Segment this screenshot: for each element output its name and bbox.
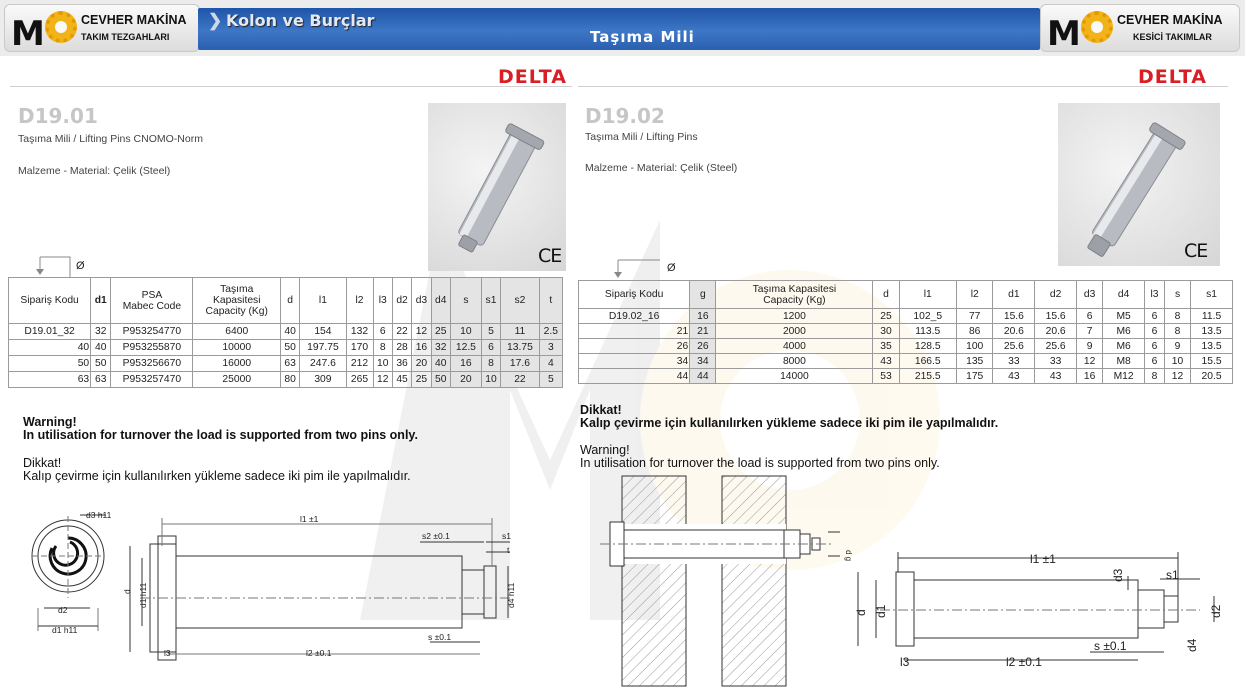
table-cell: D19.01_32 — [9, 324, 91, 340]
table-cell: 36 — [392, 356, 411, 372]
product-code: D19.02 — [585, 104, 665, 128]
table-cell: 13.5 — [1191, 324, 1233, 339]
table-cell: 50 — [91, 356, 111, 372]
table-row — [579, 324, 1233, 339]
table-cell: 43 — [1035, 369, 1077, 384]
column-header: l2 — [956, 281, 993, 309]
table-cell: 86 — [956, 324, 993, 339]
table-cell: 21 — [690, 324, 716, 339]
table-cell: 10 — [373, 356, 392, 372]
table-cell: 1200 — [716, 309, 873, 324]
warning-en-title: Warning! — [23, 415, 77, 429]
table-cell: 50 — [9, 356, 91, 372]
dim-d: d — [854, 609, 868, 616]
table-cell: 102_5 — [899, 309, 956, 324]
title-banner — [198, 8, 1040, 50]
table-cell: 20.6 — [1035, 324, 1077, 339]
table-cell: 45 — [392, 372, 411, 388]
diameter-symbol: Ø — [667, 262, 676, 274]
table-cell: 11.5 — [1191, 309, 1233, 324]
brand-tagline: TAKIM TEZGAHLARI — [81, 32, 170, 42]
table-cell: 20.6 — [993, 324, 1035, 339]
dim-l1: l1 ±1 — [300, 514, 319, 524]
brand-name: CEVHER MAKİNA — [81, 13, 187, 27]
table-cell: 63 — [91, 372, 111, 388]
table-cell: 26 — [690, 339, 716, 354]
table-cell: P953254770 — [111, 324, 193, 340]
column-header: Sipariş Kodu — [579, 281, 690, 309]
delta-logo: DELTA — [1138, 66, 1207, 88]
table-cell: 6 — [1144, 354, 1164, 369]
table-cell: 53 — [873, 369, 899, 384]
column-header: Taşıma Kapasitesi Capacity (Kg) — [716, 281, 873, 309]
column-header: s1 — [1191, 281, 1233, 309]
dim-d1h11: d1 h11 — [52, 625, 78, 635]
table-pointer-arrow — [38, 255, 78, 277]
table-cell: 25 — [873, 309, 899, 324]
table-cell: 13.5 — [1191, 339, 1233, 354]
table-cell: 212 — [346, 356, 373, 372]
table-cell: 77 — [956, 309, 993, 324]
dim-s1: s1 — [1166, 568, 1179, 582]
warning-tr-text: Kalıp çevirme için kullanılırken yükleme sadece iki pim ile yapılmalıdır. — [23, 469, 411, 483]
table-cell: 215.5 — [899, 369, 956, 384]
table-cell: 21 — [579, 324, 690, 339]
dim-s: s ±0.1 — [1094, 639, 1127, 653]
divider — [10, 86, 572, 87]
column-header: s — [1164, 281, 1190, 309]
table-cell: 63 — [9, 372, 91, 388]
table-cell: 30 — [873, 324, 899, 339]
warning-en-text: In utilisation for turnover the load is supported from two pins only. — [580, 456, 940, 470]
chevron-right-icon: ❯ — [208, 11, 223, 30]
table-row — [9, 340, 563, 356]
breadcrumb-category[interactable]: Kolon ve Burçlar — [226, 11, 375, 30]
table-cell: 166.5 — [899, 354, 956, 369]
product-code: D19.01 — [18, 104, 98, 128]
table-cell: 25 — [412, 372, 431, 388]
dim-d4: d4 — [1185, 638, 1199, 652]
table-row — [9, 356, 563, 372]
table-cell: M6 — [1103, 324, 1145, 339]
table-pointer-arrow — [612, 258, 672, 280]
table-row — [9, 372, 563, 388]
table-cell: 8 — [373, 340, 392, 356]
column-header: d1 — [993, 281, 1035, 309]
table-row — [579, 339, 1233, 354]
table-cell: 28 — [392, 340, 411, 356]
dim-l2: l2 ±0.1 — [1006, 655, 1042, 669]
spec-table-d1901 — [8, 277, 563, 388]
warning-en-text: In utilisation for turnover the load is supported from two pins only. — [23, 428, 418, 442]
column-header: d4 — [431, 278, 450, 324]
table-cell: 6 — [1144, 339, 1164, 354]
column-header: d4 — [1103, 281, 1145, 309]
product-material: Malzeme - Material: Çelik (Steel) — [585, 162, 738, 174]
column-header: PSA Mabec Code — [111, 278, 193, 324]
table-cell: 32 — [431, 340, 450, 356]
column-header: Taşıma Kapasitesi Capacity (Kg) — [193, 278, 281, 324]
table-cell: 25 — [431, 324, 450, 340]
column-header: s — [450, 278, 481, 324]
table-cell: 16 — [690, 309, 716, 324]
column-header: d2 — [392, 278, 411, 324]
table-cell: 25000 — [193, 372, 281, 388]
dim-d1: d1 h11 — [138, 582, 148, 608]
table-cell: M8 — [1103, 354, 1145, 369]
delta-logo: DELTA — [498, 66, 567, 88]
table-cell: 50 — [431, 372, 450, 388]
technical-drawing-left — [10, 506, 570, 666]
table-cell: 135 — [956, 354, 993, 369]
dim-s1: s1 — [502, 531, 511, 541]
warning-en — [23, 416, 418, 442]
divider — [578, 86, 1228, 87]
table-cell: 247.6 — [300, 356, 346, 372]
dim-d3: d3 — [1111, 568, 1125, 582]
table-cell: 16 — [450, 356, 481, 372]
dim-l1: l1 ±1 — [1030, 552, 1056, 566]
table-cell: 175 — [956, 369, 993, 384]
dim-d3: d3 h11 — [86, 510, 112, 520]
table-cell: 25.6 — [1035, 339, 1077, 354]
table-cell: 10 — [1164, 354, 1190, 369]
table-cell: 6 — [1144, 324, 1164, 339]
dim-d-small: d g — [844, 550, 853, 562]
table-cell: 43 — [873, 354, 899, 369]
brand-tagline: KESİCİ TAKIMLAR — [1133, 32, 1212, 42]
table-cell: M5 — [1103, 309, 1145, 324]
cevher-logo-icon: M — [11, 11, 77, 49]
table-cell: 22 — [392, 324, 411, 340]
table-cell: 11 — [501, 324, 540, 340]
column-header: l3 — [373, 278, 392, 324]
table-cell: 14000 — [716, 369, 873, 384]
table-cell: 154 — [300, 324, 346, 340]
table-cell: 197.75 — [300, 340, 346, 356]
table-cell: 265 — [346, 372, 373, 388]
table-cell: 33 — [1035, 354, 1077, 369]
table-cell: M6 — [1103, 339, 1145, 354]
table-cell: 12 — [1077, 354, 1103, 369]
table-cell: 6 — [1144, 309, 1164, 324]
table-cell: 8 — [1164, 309, 1190, 324]
table-row — [579, 369, 1233, 384]
table-cell: 4 — [539, 356, 562, 372]
table-cell: 5 — [539, 372, 562, 388]
table-cell: 113.5 — [899, 324, 956, 339]
table-cell: 8 — [1144, 369, 1164, 384]
table-cell: 43 — [993, 369, 1035, 384]
diameter-symbol: Ø — [76, 260, 85, 272]
product-description: Taşıma Mili / Lifting Pins — [585, 131, 698, 143]
table-cell: 12 — [412, 324, 431, 340]
page-title: Taşıma Mili — [590, 28, 695, 46]
table-cell: 22 — [501, 372, 540, 388]
table-cell: 20 — [450, 372, 481, 388]
table-cell: 20 — [412, 356, 431, 372]
column-header: g — [690, 281, 716, 309]
dim-l3: l3 — [164, 648, 171, 658]
column-header: l1 — [300, 278, 346, 324]
table-row — [579, 309, 1233, 324]
dim-s2: s2 ±0.1 — [422, 531, 450, 541]
brand-logo-right[interactable] — [1040, 4, 1240, 52]
table-cell: 128.5 — [899, 339, 956, 354]
dim-l3: l3 — [900, 655, 910, 669]
table-cell: 6 — [481, 340, 500, 356]
table-cell: 25.6 — [993, 339, 1035, 354]
column-header: l1 — [899, 281, 956, 309]
column-header: Sipariş Kodu — [9, 278, 91, 324]
table-cell: 6 — [373, 324, 392, 340]
table-cell: 33 — [993, 354, 1035, 369]
table-cell: 7 — [1077, 324, 1103, 339]
table-cell: 32 — [91, 324, 111, 340]
table-cell: 44 — [690, 369, 716, 384]
table-cell: 13.75 — [501, 340, 540, 356]
table-cell: 2.5 — [539, 324, 562, 340]
table-cell: 9 — [1164, 339, 1190, 354]
column-header: l3 — [1144, 281, 1164, 309]
dim-l2: l2 ±0.1 — [306, 648, 332, 658]
table-cell: 8000 — [716, 354, 873, 369]
table-cell: 26 — [579, 339, 690, 354]
column-header: d2 — [1035, 281, 1077, 309]
table-cell: P953257470 — [111, 372, 193, 388]
header-bar — [0, 0, 1245, 56]
column-header: d3 — [412, 278, 431, 324]
table-cell: D19.02_16 — [579, 309, 690, 324]
ce-mark: CE — [538, 245, 562, 267]
table-cell: 6 — [1077, 309, 1103, 324]
table-cell: 40 — [91, 340, 111, 356]
table-cell: 40 — [9, 340, 91, 356]
table-cell: 132 — [346, 324, 373, 340]
table-cell: 6400 — [193, 324, 281, 340]
table-cell: 15.5 — [1191, 354, 1233, 369]
cevher-logo-icon: M — [1047, 11, 1113, 49]
column-header: s1 — [481, 278, 500, 324]
table-cell: 16 — [1077, 369, 1103, 384]
warning-tr-text: Kalıp çevirme için kullanılırken yükleme sadece iki pim ile yapılmalıdır. — [580, 416, 999, 430]
column-header: d3 — [1077, 281, 1103, 309]
table-cell: 3 — [539, 340, 562, 356]
brand-logo-left[interactable] — [4, 4, 200, 52]
table-cell: 44 — [579, 369, 690, 384]
warning-en — [580, 444, 940, 470]
table-cell: 34 — [690, 354, 716, 369]
table-cell: 12 — [373, 372, 392, 388]
table-cell: 16000 — [193, 356, 281, 372]
table-row — [9, 324, 563, 340]
table-cell: 17.6 — [501, 356, 540, 372]
table-cell: 100 — [956, 339, 993, 354]
table-cell: 12.5 — [450, 340, 481, 356]
product-description: Taşıma Mili / Lifting Pins CNOMO-Norm — [18, 133, 203, 145]
table-cell: P953256670 — [111, 356, 193, 372]
table-cell: 80 — [280, 372, 299, 388]
table-cell: 9 — [1077, 339, 1103, 354]
table-cell: 50 — [280, 340, 299, 356]
table-cell: 34 — [579, 354, 690, 369]
table-cell: 15.6 — [993, 309, 1035, 324]
warning-en-title: Warning! — [580, 443, 630, 457]
brand-name: CEVHER MAKİNA — [1117, 13, 1223, 27]
column-header: s2 — [501, 278, 540, 324]
warning-tr-title: Dikkat! — [580, 403, 622, 417]
table-cell: 2000 — [716, 324, 873, 339]
dim-d2: d2 — [1209, 604, 1223, 618]
dim-d2: d2 — [58, 605, 68, 615]
column-header: d — [280, 278, 299, 324]
warning-tr — [580, 404, 998, 430]
table-cell: 4000 — [716, 339, 873, 354]
spec-table-d1902 — [578, 280, 1233, 384]
column-header: l2 — [346, 278, 373, 324]
table-cell: 16 — [412, 340, 431, 356]
table-cell: 63 — [280, 356, 299, 372]
warning-tr — [23, 457, 411, 483]
table-cell: M12 — [1103, 369, 1145, 384]
table-cell: 309 — [300, 372, 346, 388]
table-cell: 10000 — [193, 340, 281, 356]
product-material: Malzeme - Material: Çelik (Steel) — [18, 165, 171, 177]
table-cell: 10 — [450, 324, 481, 340]
column-header: d — [873, 281, 899, 309]
technical-drawing-right — [600, 476, 1240, 696]
dim-d1: d1 — [874, 604, 888, 618]
table-row — [579, 354, 1233, 369]
table-cell: 40 — [431, 356, 450, 372]
table-cell: 10 — [481, 372, 500, 388]
table-cell: 40 — [280, 324, 299, 340]
table-cell: 20.5 — [1191, 369, 1233, 384]
dim-d: d — [122, 589, 132, 594]
table-cell: 35 — [873, 339, 899, 354]
table-cell: 12 — [1164, 369, 1190, 384]
warning-tr-title: Dikkat! — [23, 456, 62, 470]
ce-mark: CE — [1184, 240, 1208, 262]
dim-t: t — [507, 545, 510, 555]
dim-s: s ±0.1 — [428, 632, 452, 642]
column-header: t — [539, 278, 562, 324]
dim-d4: d4 h11 — [506, 582, 516, 608]
table-cell: 170 — [346, 340, 373, 356]
column-header: d1 — [91, 278, 111, 324]
table-cell: 5 — [481, 324, 500, 340]
table-cell: 8 — [481, 356, 500, 372]
table-cell: P953255870 — [111, 340, 193, 356]
table-cell: 15.6 — [1035, 309, 1077, 324]
table-cell: 8 — [1164, 324, 1190, 339]
